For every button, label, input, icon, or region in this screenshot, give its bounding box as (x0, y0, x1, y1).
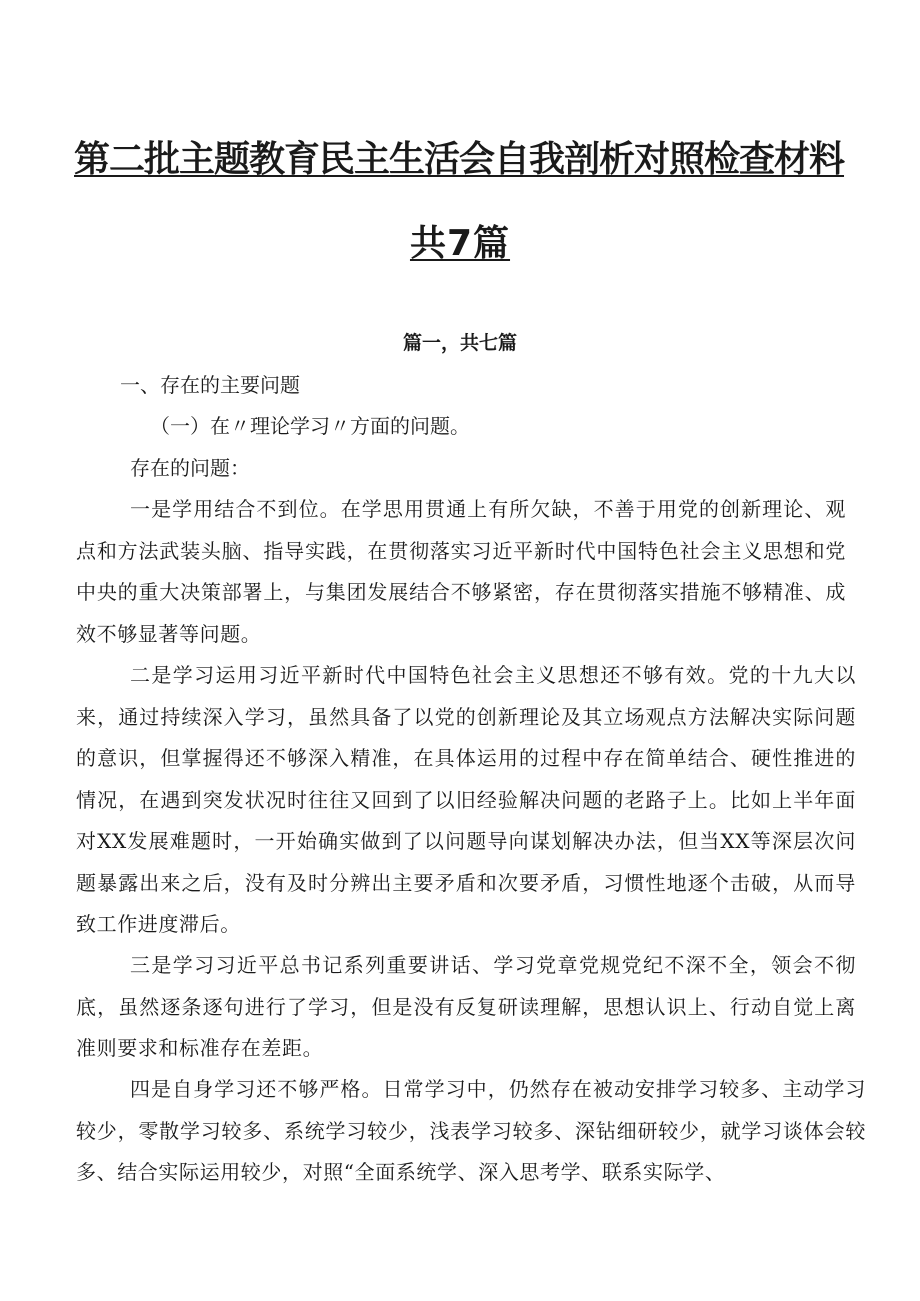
issues-label: 存在的问题： (130, 456, 250, 480)
paragraph-3: 三是学习习近平总书记系列重要讲话、学习党章党规党纪不深不全，领会不彻底，虽然逐条逐句进行了学习，但是没有反复研读理解，思想认识上、行动自觉上离准则要求和标准存在差距。 (76, 953, 856, 1060)
paragraph-4: 四是自身学习还不够严格。日常学习中，仍然存在被动安排学习较多、主动学习较少，零散学习较多、系统学习较少，浅表学习较多、深钻细研较少，就学习谈体会较多、结合实际运用较少，对照“全面系统学、深入思考学、联系实际学、 (76, 1077, 866, 1184)
article-subtitle: 篇一，共七篇 (402, 332, 517, 354)
paragraph-2: 二是学习运用习近平新时代中国特色社会主义思想还不够有效。党的十九大以来，通过持续深入学习，虽然具备了以党的创新理论及其立场观点方法解决实际问题的意识，但掌握得还不够深入精准，在具体运用的过程中存在简单结合、硬性推进的情况，在遇到突发状况时往往又回到了以旧经验解决问题的老路子上。比如上半年面对XX发展难题时，一开始确实做到了以问题导向谋划解决办法，但当XX等深层次问题暴露出来之后，没有及时分辨出主要矛盾和次要矛盾，习惯性地逐个击破，从而导致工作进度滞后。 (76, 663, 856, 936)
paragraph-1: 一是学用结合不到位。在学思用贯通上有所欠缺，不善于用党的创新理论、观点和方法武装头脑、指导实践，在贯彻落实习近平新时代中国特色社会主义思想和党中央的重大决策部署上，与集团发展结合不够紧密，存在贯彻落实措施不够精准、成效不够显著等问题。 (76, 497, 846, 646)
document-title-count: 共7篇 (409, 223, 511, 264)
document-title: 第二批主题教育民主生活会自我剖析对照检查材料 (74, 139, 845, 180)
section-heading: 一、存在的主要问题 (120, 373, 300, 397)
subsection-heading: （一）在〃理论学习〃方面的问题。 (150, 414, 470, 438)
